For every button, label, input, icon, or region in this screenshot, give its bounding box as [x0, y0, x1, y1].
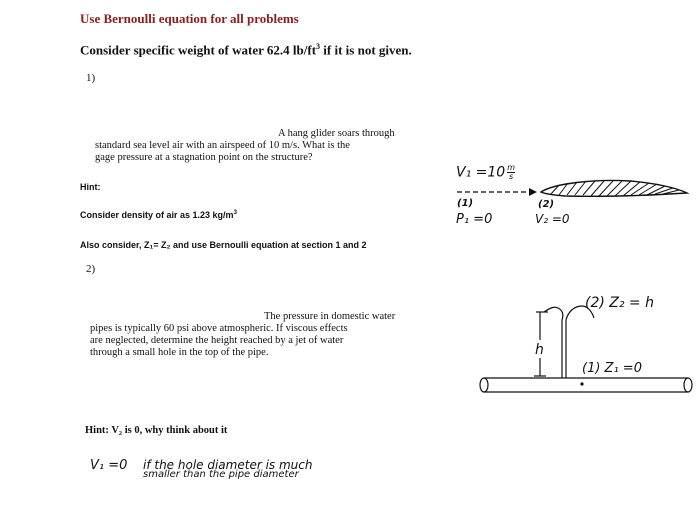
glider-figure: [455, 178, 700, 208]
section-1-dot: [580, 382, 583, 385]
streamline-arrowhead: [529, 188, 537, 196]
problem-2-hint: Hint: V₂ is 0, why think about it: [85, 425, 228, 436]
v1-unit-den: s: [509, 172, 514, 181]
pipe-left-end: [480, 378, 488, 392]
jet-right-arc: [566, 306, 594, 320]
section-2-label: (2): [538, 199, 555, 210]
problem-2-number: 2): [86, 263, 96, 275]
density-text: Consider density of air as 1.23 kg/m: [80, 210, 234, 220]
v1-unit-num: m: [507, 163, 515, 172]
problem-2-line-1: The pressure in domestic water: [264, 311, 396, 322]
problem-2-line-2: pipes is typically 60 psi above atmospheric. If viscous effects: [90, 323, 348, 334]
handwritten-note-1: if the hole diameter is much: [143, 458, 313, 472]
problem-1-line-3: gage pressure at a stagnation point on the structure?: [95, 152, 313, 163]
page-title: Use Bernoulli equation for all problems: [80, 11, 299, 26]
handwritten-v1: V₁ =0: [90, 458, 128, 473]
problem-1-hint-density: [80, 210, 237, 220]
handwritten-note-2: smaller than the pipe diameter: [143, 469, 299, 480]
problem-1-number: 1): [86, 72, 96, 84]
v1-text: V₁ =10: [456, 164, 506, 181]
density-sup: 3: [233, 210, 237, 216]
pipe-right-end: [684, 378, 692, 392]
problem-1-hint-label: Hint:: [80, 182, 101, 192]
specific-weight-text: Consider specific weight of water 62.4 lb/ft: [80, 42, 317, 58]
problem-2-line-4: through a small hole in the top of the pipe.: [90, 347, 269, 358]
problem-1-line-1: A hang glider soars through: [278, 128, 395, 139]
problem-1-text: [95, 128, 435, 164]
problem-2-text: [90, 311, 435, 359]
section-1-label: (1): [457, 198, 474, 209]
z2-label: (2) Z₂ = h: [585, 295, 654, 311]
problem-1-line-2: standard sea level air with an airspeed of 10 m/s. What is the: [95, 140, 350, 151]
h-label: h: [535, 342, 544, 358]
specific-weight-tail: if it is not given.: [320, 42, 412, 58]
p1-label: P₁ =0: [456, 212, 493, 227]
specific-weight-sup: 3: [316, 42, 321, 51]
jet-left-arc: [544, 307, 563, 320]
pipe-figure: [470, 300, 700, 400]
z1-label: (1) Z₁ =0: [582, 361, 642, 376]
v2-label: V₂ =0: [535, 212, 570, 226]
problem-1-hint-also: Also consider, Z₁= Z₂ and use Bernoulli equation at section 1 and 2: [80, 240, 367, 250]
problem-2-line-3: are neglected, determine the height reached by a jet of water: [90, 335, 344, 346]
specific-weight-note: [80, 42, 412, 58]
